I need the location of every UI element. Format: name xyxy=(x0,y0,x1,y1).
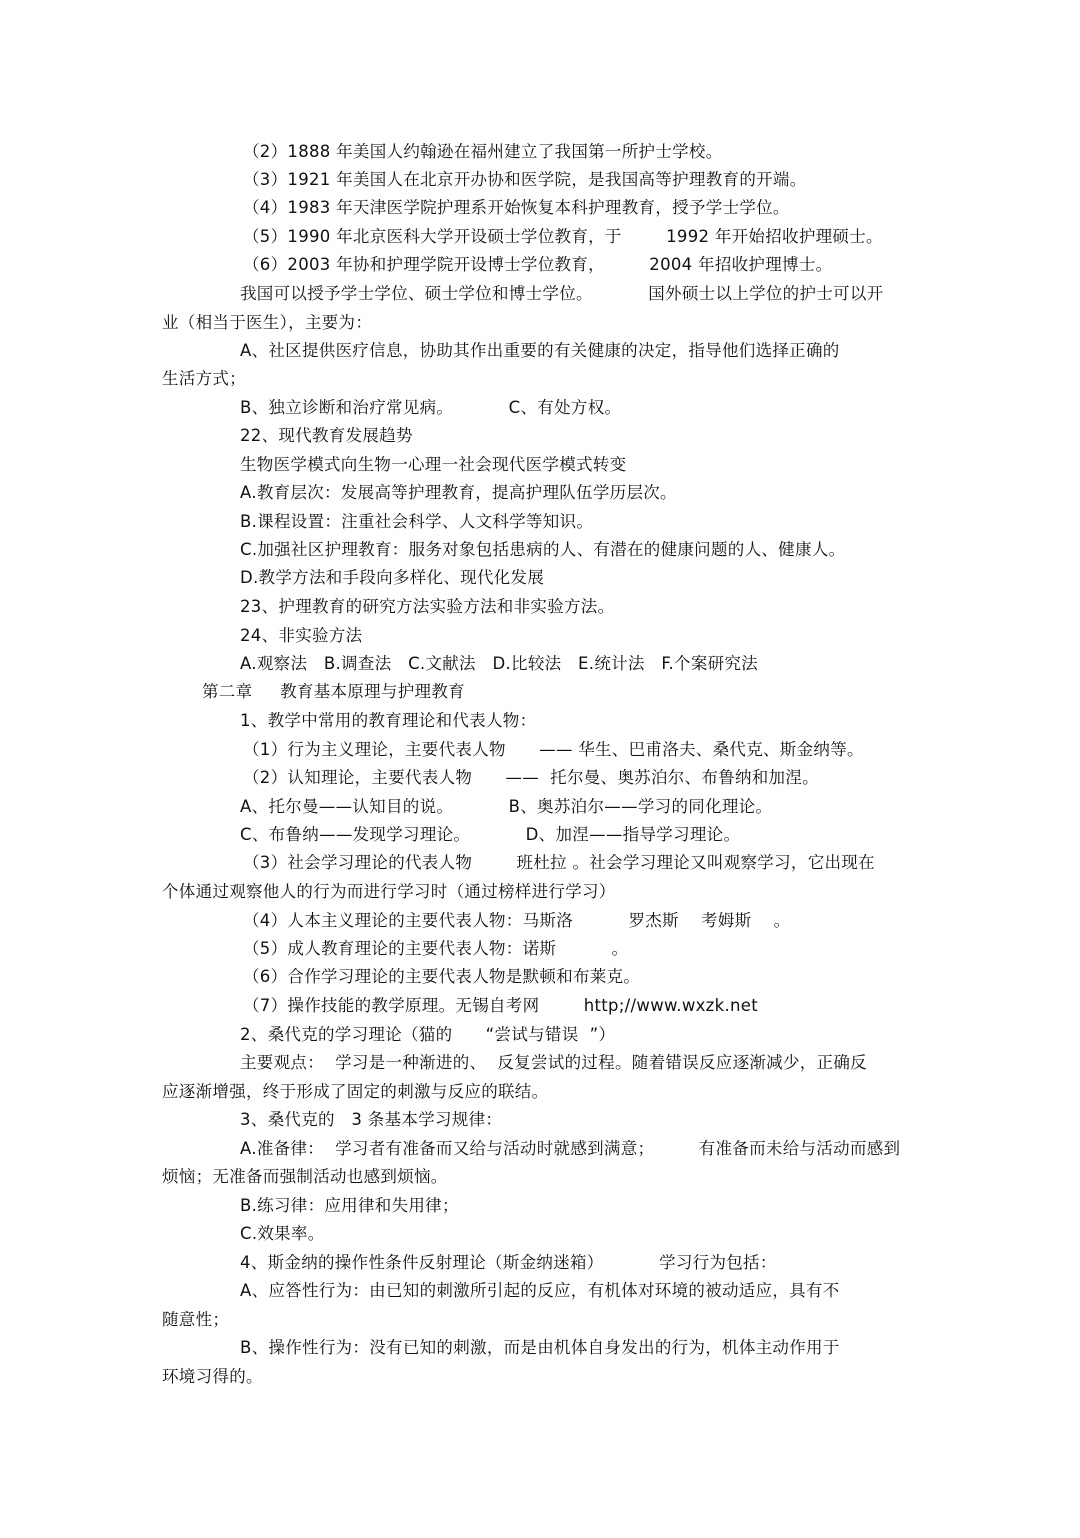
text-line: （6）合作学习理论的主要代表人物是默顿和布莱克。 xyxy=(243,967,641,986)
text-line: （4）人本主义理论的主要代表人物：马斯洛 罗杰斯 考姆斯 。 xyxy=(243,911,791,930)
text-line: A、托尔曼——认知目的说。 B、奥苏泊尔——学习的同化理论。 xyxy=(240,797,773,816)
section-heading: 3、桑代克的 3 条基本学习规律： xyxy=(240,1110,503,1129)
text-line: C、布鲁纳——发现学习理论。 D、加涅——指导学习理论。 xyxy=(240,825,741,844)
text-line: （4）1983 年天津医学院护理系开始恢复本科护理教育，授予学士学位。 xyxy=(243,198,790,217)
text-line: （3）社会学习理论的代表人物 班杜拉 。社会学习理论又叫观察学习，它出现在 xyxy=(243,853,875,872)
section-heading: 4、斯金纳的操作性条件反射理论（斯金纳迷箱） 学习行为包括： xyxy=(240,1253,777,1272)
text-line: 应逐渐增强，终于形成了固定的刺激与反应的联结。 xyxy=(162,1082,549,1101)
text-line: （1）行为主义理论，主要代表人物 —— 华生、巴甫洛夫、桑代克、斯金纳等。 xyxy=(243,740,864,759)
text-line: （7）操作技能的教学原理。无锡自考网 http;//www.wxzk.net xyxy=(243,996,759,1015)
section-heading: 1、教学中常用的教育理论和代表人物： xyxy=(240,711,537,730)
text-line: C.效果率。 xyxy=(240,1224,325,1243)
text-line: D.教学方法和手段向多样化、现代化发展 xyxy=(240,568,545,587)
text-line: A.准备律： 学习者有准备而又给与活动时就感到满意； 有准备而未给与活动而感到 xyxy=(240,1139,901,1158)
text-line: （3）1921 年美国人在北京开办协和医学院，是我国高等护理教育的开端。 xyxy=(243,170,807,189)
text-line: A.观察法 B.调查法 C.文献法 D.比较法 E.统计法 F.个案研究法 xyxy=(240,654,759,673)
text-line: （2）认知理论，主要代表人物 —— 托尔曼、奥苏泊尔、布鲁纳和加涅。 xyxy=(243,768,819,787)
text-line: 主要观点： 学习是一种渐进的、 反复尝试的过程。随着错误反应逐渐减少，正确反 xyxy=(240,1053,867,1072)
text-line: C.加强社区护理教育：服务对象包括患病的人、有潜在的健康问题的人、健康人。 xyxy=(240,540,846,559)
text-line: B、独立诊断和治疗常见病。 C、有处方权。 xyxy=(240,398,622,417)
text-line: 环境习得的。 xyxy=(162,1367,263,1386)
text-line: B.课程设置：注重社会科学、人文科学等知识。 xyxy=(240,512,594,531)
chapter-heading: 第二章 教育基本原理与护理教育 xyxy=(202,682,465,701)
section-heading: 23、护理教育的研究方法实验方法和非实验方法。 xyxy=(240,597,615,616)
text-line: 我国可以授予学士学位、硕士学位和博士学位。 国外硕士以上学位的护士可以开 xyxy=(240,284,884,303)
text-line: 生物医学模式向生物一心理一社会现代医学模式转变 xyxy=(240,455,627,474)
text-line: 生活方式； xyxy=(162,369,246,388)
text-line: 个体通过观察他人的行为而进行学习时（通过榜样进行学习） xyxy=(162,882,616,901)
text-line: B.练习律：应用律和失用律； xyxy=(240,1196,459,1215)
text-line: （2）1888 年美国人约翰逊在福州建立了我国第一所护士学校。 xyxy=(243,142,723,161)
text-line: B、操作性行为：没有已知的刺激，而是由机体自身发出的行为，机体主动作用于 xyxy=(240,1338,840,1357)
text-line: A.教育层次：发展高等护理教育，提高护理队伍学历层次。 xyxy=(240,483,677,502)
text-line: 随意性； xyxy=(162,1310,230,1329)
text-line: A、社区提供医疗信息，协助其作出重要的有关健康的决定，指导他们选择正确的 xyxy=(240,341,840,360)
text-line: A、应答性行为：由已知的刺激所引起的反应，有机体对环境的被动适应，具有不 xyxy=(240,1281,840,1300)
section-heading: 22、现代教育发展趋势 xyxy=(240,426,413,445)
text-line: 业（相当于医生），主要为： xyxy=(162,313,373,332)
text-line: （6）2003 年协和护理学院开设博士学位教育， 2004 年招收护理博士。 xyxy=(243,255,833,274)
section-heading: 2、桑代克的学习理论（猫的 “尝试与错误 ”） xyxy=(240,1025,616,1044)
text-line: （5）成人教育理论的主要代表人物：诺斯 。 xyxy=(243,939,629,958)
text-line: 烦恼；无准备而强制活动也感到烦恼。 xyxy=(162,1167,448,1186)
text-line: （5）1990 年北京医科大学开设硕士学位教育，于 1992 年开始招收护理硕士。 xyxy=(243,227,883,246)
section-heading: 24、非实验方法 xyxy=(240,626,363,645)
